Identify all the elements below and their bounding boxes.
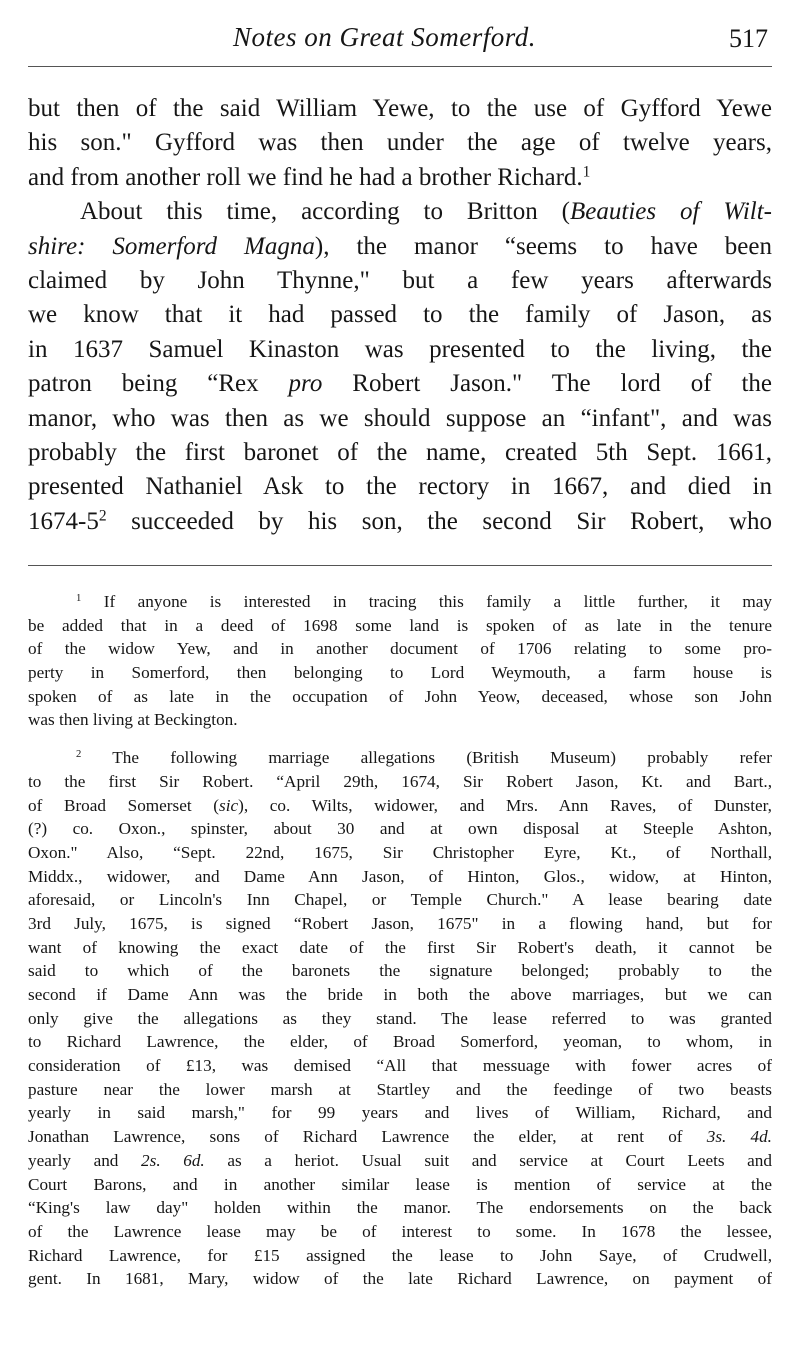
body-line: patron being “Rex pro Robert Jason." The lord of the <box>28 370 772 398</box>
footnote-line: aforesaid, or Lincoln's Inn Chapel, or Temple Church." A lease bearing date <box>28 890 772 910</box>
footnote-1 <box>28 590 772 732</box>
page-number: 517 <box>729 24 768 53</box>
footnote-line: $^2$ The following marriage allegations (British Museum) probably refer <box>76 748 772 768</box>
footnote-line: pasture near the lower marsh at Startley and the feedinge of two beasts <box>28 1079 772 1099</box>
footnote-rule <box>28 565 772 566</box>
footnote-line: Jonathan Lawrence, sons of Richard Lawrence the elder, at rent of 3s. 4d. <box>28 1127 772 1147</box>
footnote-line: yearly and 2s. 6d. as a heriot. Usual suit and service at Court Leets and <box>28 1150 772 1170</box>
footnote-line: yearly in said marsh," for 99 years and lives of William, Richard, and <box>28 1103 772 1123</box>
body-line: $1674-5^2$ succeeded by his son, the second Sir Robert, who <box>28 507 772 535</box>
footnote-line: second if Dame Ann was the bride in both the above marriages, but we can <box>28 985 772 1004</box>
footnote-line: Middx., widower, and Dame Ann Jason, of Hinton, Glos., widow, at Hinton, <box>28 866 772 886</box>
footnote-line: 3rd July, 1675, is signed “Robert Jason, 1675" in a flowing hand, but for <box>28 913 772 933</box>
footnote-line: gent. In 1681, Mary, widow of the late Richard Lawrence, on payment of <box>28 1269 772 1289</box>
body-line: claimed by John Thynne," but a few years afterwards <box>28 266 772 294</box>
body-line: presented Nathaniel Ask to the rectory in 1667, and died in <box>28 473 772 501</box>
body-line: shire: Somerford Magna), the manor “seems to have been <box>28 232 772 260</box>
body-line: and from another roll we find he had a brother Richard.$^1$ <box>28 163 591 191</box>
footnote-line: consideration of £13, was demised “All that messuage with fower acres of <box>28 1056 772 1076</box>
footnote-line: said to which of the baronets the signature belonged; probably to the <box>28 961 772 981</box>
body-line: we know that it had passed to the family of Jason, as <box>28 301 772 329</box>
footnote-line: want of knowing the exact date of the first Sir Robert's death, it cannot be <box>28 937 772 957</box>
footnote-line: perty in Somerford, then belonging to Lord Weymouth, a farm house is <box>28 663 772 683</box>
footnote-line: of the Lawrence lease may be of interest to some. In 1678 the lessee, <box>28 1221 772 1241</box>
footnote-line: “King's law day" holden within the manor. The endorsements on the back <box>28 1198 772 1218</box>
footnote-line: (?) co. Oxon., spinster, about 30 and at own disposal at Steeple Ashton, <box>28 819 772 839</box>
running-title: Notes on Great Somerford. <box>233 22 536 52</box>
footnote-line: Oxon." Also, “Sept. 22nd, 1675, Sir Christopher Eyre, Kt., of Northall, <box>28 842 772 862</box>
footnote-line: was then living at Beckington. <box>28 710 238 730</box>
body-line: About this time, according to Britton (Beauties of Wilt- <box>80 198 772 226</box>
header-rule <box>28 66 772 67</box>
body-line: but then of the said William Yewe, to the use of Gyfford Yewe <box>28 95 772 122</box>
footnote-line: spoken of as late in the occupation of John Yeow, deceased, whose son John <box>28 686 772 706</box>
footnote-line: only give the allegations as they stand. The lease referred to was granted <box>28 1008 772 1028</box>
body-line: in 1637 Samuel Kinaston was presented to the living, the <box>28 335 772 363</box>
footnote-line: Court Barons, and in another similar lease is mention of service at the <box>28 1174 772 1194</box>
footnotes <box>28 590 772 1291</box>
body-text <box>28 92 772 539</box>
footnote-line: be added that in a deed of 1698 some land is spoken of as late in the tenure <box>28 615 772 635</box>
body-line: his son." Gyfford was then under the age of twelve years, <box>28 129 772 157</box>
footnote-2 <box>28 746 772 1291</box>
page-header <box>28 22 772 62</box>
footnote-line: $^1$ If anyone is interested in tracing this family a little further, it may <box>76 592 772 611</box>
body-line: manor, who was then as we should suppose an “infant", and was <box>28 404 772 432</box>
footnote-line: to Richard Lawrence, the elder, of Broad Somerford, yeoman, to whom, in <box>28 1032 772 1052</box>
body-line: probably the first baronet of the name, created 5th Sept. 1661, <box>28 438 772 466</box>
footnote-line: of the widow Yew, and in another document of 1706 relating to some pro- <box>28 639 772 659</box>
footnote-line: to the first Sir Robert. “April 29th, 1674, Sir Robert Jason, Kt. and Bart., <box>28 771 772 791</box>
footnote-line: of Broad Somerset (sic), co. Wilts, widower, and Mrs. Ann Raves, of Dunster, <box>28 795 772 815</box>
footnote-line: Richard Lawrence, for £15 assigned the lease to John Saye, of Crudwell, <box>28 1245 772 1265</box>
document-page <box>28 0 772 1366</box>
